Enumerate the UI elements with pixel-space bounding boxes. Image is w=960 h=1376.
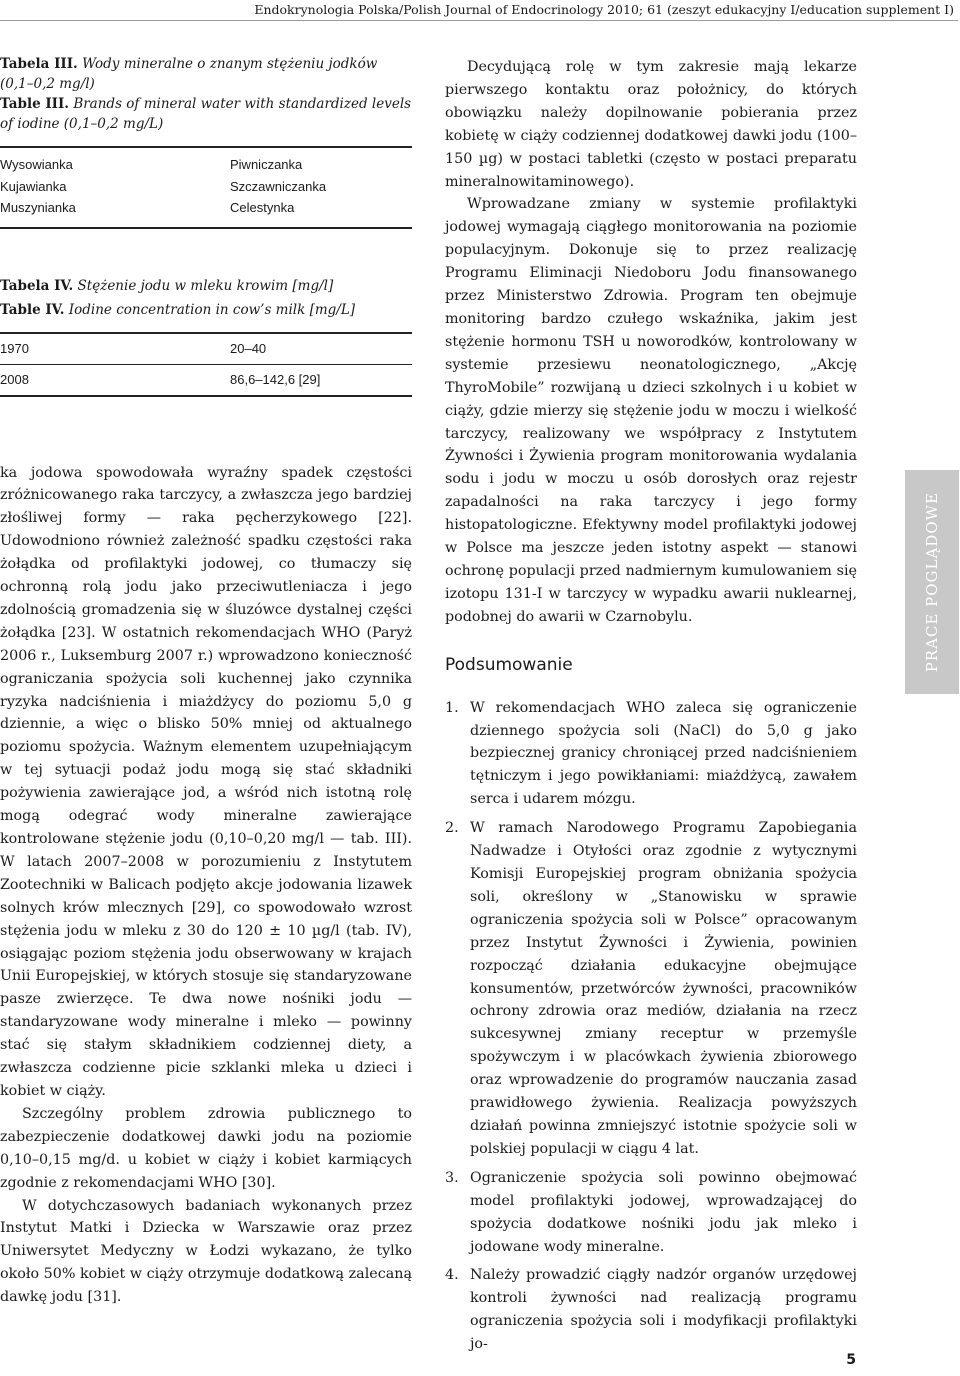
table4-label-en: Table IV. xyxy=(0,301,65,318)
list-item xyxy=(445,1167,857,1259)
table4-milk-iodine xyxy=(0,332,412,397)
journal-citation: Endokrynologia Polska/Polish Journal of Endocrinology 2010; 61 (zeszyt edukacyjny I/education supplement I) xyxy=(254,2,954,17)
list-number: 1. xyxy=(445,699,459,716)
table3-label-en: Table III. xyxy=(0,96,70,112)
list-number: 4. xyxy=(445,1267,459,1284)
table-cell: Piwniczanka xyxy=(230,157,303,172)
table-cell: Celestynka xyxy=(230,200,295,215)
table3-title-pl: Wody mineralne o znanym stężeniu jodków (0,1–0,2 mg/l) xyxy=(0,56,378,92)
table4-title-pl: Stężenie jodu w mleku krowim [mg/l] xyxy=(77,277,334,294)
page-number: 5 xyxy=(846,1352,856,1368)
table-row xyxy=(0,176,412,198)
table-row xyxy=(0,334,412,364)
table4-label-pl: Tabela IV. xyxy=(0,277,74,294)
table-cell: 86,6–142,6 [29] xyxy=(230,371,321,387)
right-column xyxy=(445,56,857,1362)
body-paragraph: Wprowadzane zmiany w systemie profilaktyki jodowej wymagają ciągłego monitorowania na poziomie populacyjnym. Dokonuje się to przez realizację Programu Eliminacji Niedoboru Jodu finansowanego przez Ministerstwo Zdrowia. Program ten obejmuje monitoring bardzo czułego wskaźnika, jakim jest stężenie hormonu TSH u noworodków, kontrolowany w systemie przesiewu neonatologicznego, „Akcję ThyroMobile” rozwijaną u dzieci szkolnych i u kobiet w ciąży, gdzie mierzy się stężenie jodu w moczu i wielkość tarczycy, realizowany we współpracy z Instytutem Żywności i Żywienia program monitorowania wydalania sodu i jodu w moczu u osób dorosłych oraz rejestr zapadalności na raka tarczycy i jego formy histopatologiczne. Efektywny model profilaktyki jodowej w Polsce ma jeszcze jeden istotny aspekt — stanowi ochronę populacji przed nadmiernym kumulowaniem się izotopu 131-I w tarczycy w wypadku awarii nuklearnej, podobnej do awarii w Czarnobylu. xyxy=(445,196,857,625)
table-cell: Muszynianka xyxy=(0,200,76,215)
table-row xyxy=(0,197,412,219)
section-side-tab xyxy=(905,470,959,694)
table-row xyxy=(0,364,412,395)
side-tab-label: PRACE POGLĄDOWE xyxy=(923,491,941,673)
summary-list xyxy=(445,697,857,1356)
table-cell: Wysowianka xyxy=(0,157,73,172)
running-header xyxy=(0,0,958,21)
section-heading: Podsumowanie xyxy=(445,654,573,675)
table4-caption-en xyxy=(0,300,412,320)
table-cell: 20–40 xyxy=(230,340,267,356)
left-column xyxy=(0,54,412,1309)
table-cell: 2008 xyxy=(0,371,29,387)
body-paragraph: Szczególny problem zdrowia publicznego to zabezpieczenie dodatkowej dawki jodu na poziomie 0,10–0,15 mg/d. u kobiet w ciąży i kobiet karmiących zgodnie z rekomendacjami WHO [30]. xyxy=(0,1105,412,1191)
list-item xyxy=(445,817,857,1161)
table3-title-en: Brands of mineral water with standardized levels of iodine (0,1–0,2 mg/L) xyxy=(0,96,412,132)
body-paragraph: ka jodowa spowodowała wyraźny spadek częstości zróżnicowanego raka tarczycy, a zwłaszcza jego bardziej złośliwej formy — raka pęcherzykowego [22]. Udowodniono również zależność spadku częstości raka żołądka od profilaktyki jodowej, co tłumaczy się ochronną rolą jodu jako przeciwutleniacza i jego zdolnością gromadzenia się w śluzówce dystalnej części żołądka [23]. W ostatnich rekomendacjach WHO (Paryż 2006 r., Luksemburg 2007 r.) wprowadzono konieczność ograniczania spożycia soli kuchennej jako czynnika ryzyka nadciśnienia i miażdżycy do poziomu 5,0 g dziennie, a więc o blisko 50% mniej od aktualnego poziomu spożycia. Ważnym elementem uzupełniającym w tej sytuacji podaż jodu mogą się stać składniki pożywienia zawierające jod, a wśród nich istotną rolę mogą odegrać wody mineralne zawierające kontrolowane stężenie jodu (0,10–0,20 mg/l — tab. III). W latach 2007–2008 w porozumieniu z Instytutem Zootechniki w Balicach podjęto akcje jodowania lizawek solnych krów mlecznych [29], co spowodowało wzrost stężenia jodu w mleku z 30 do 120 ± 10 µg/l (tab. IV), osiągając poziom stężenia jodu obserwowany w krajach Unii Europejskiej, w których stosuje się standaryzowane pasze zwierzęce. Te dwa nowe nośniki jodu — standaryzowane wody mineralne i mleko — powinny stać się stałym składnikiem codziennej diety, a zwłaszcza codzienne picie szklanki mleka u dzieci i kobiet w ciąży. xyxy=(0,464,412,1099)
list-text: W rekomendacjach WHO zaleca się ograniczenie dziennego spożycia soli (NaCl) do 5,0 g jako bezpiecznej granicy chroniącej przed nadciśnieniem tętniczym i jego powikłaniami: miażdżycą, zawałem serca i udarem mózgu. xyxy=(470,699,857,808)
table-cell: Kujawianka xyxy=(0,178,67,194)
table3-mineral-waters xyxy=(0,146,412,229)
table3-label-pl: Tabela III. xyxy=(0,56,78,72)
table3-caption-en xyxy=(0,94,412,134)
table4-caption-pl xyxy=(0,276,412,296)
table-cell: 1970 xyxy=(0,340,29,356)
list-text: Należy prowadzić ciągły nadzór organów urzędowej kontroli żywności nad realizacją programu ograniczenia spożycia soli i modyfikacji profilaktyki jo- xyxy=(470,1267,857,1353)
table4-title-en: Iodine concentration in cow’s milk [mg/L] xyxy=(68,301,356,318)
table3-caption-pl xyxy=(0,54,412,94)
list-number: 2. xyxy=(445,820,459,837)
body-paragraph: Decydującą rolę w tym zakresie mają lekarze pierwszego kontaktu oraz położnicy, do których obowiązku należy dopilnowanie pobierania przez kobietę w ciąży codziennej dodatkowej dawki jodu (100–150 µg) w postaci tabletki (często w postaci preparatu mineralnowitaminowego). xyxy=(445,59,857,190)
list-number: 3. xyxy=(445,1169,459,1186)
list-text: Ograniczenie spożycia soli powinno obejmować model profilaktyki jodowej, wprowadzającej do spożycia dodatkowe nośniki jodu jak mleko i jodowane wody mineralne. xyxy=(470,1169,857,1255)
list-item xyxy=(445,697,857,812)
table-cell: Szczawniczanka xyxy=(230,178,327,194)
table-row xyxy=(0,154,412,176)
list-text: W ramach Narodowego Programu Zapobiegania Nadwadze i Otyłości oraz zgodnie z wytycznymi Komisji Europejskiej program obniżania spożycia soli, określony w „Stanowisku w sprawie ograniczenia spożycia soli w Polsce” opracowanym przez Instytut Żywności i Żywienia, powinien rozpocząć działania edukacyjne obejmujące konsumentów, przetwórców żywności, pracowników ochrony zdrowia oraz mediów, działania na rzecz sukcesywnej zmiany receptur w przemyśle spożywczym i w placówkach żywienia zbiorowego oraz wprowadzenie do programów nauczania zasad prawidłowego żywienia. Realizacja powyższych działań powinna zmniejszyć istotnie spożycie soli w polskiej populacji w ciągu 4 lat. xyxy=(470,820,857,1157)
list-item xyxy=(445,1264,857,1356)
body-paragraph: W dotychczasowych badaniach wykonanych przez Instytut Matki i Dziecka w Warszawie oraz przez Uniwersytet Medyczny w Łodzi wykazano, że tylko około 50% kobiet w ciąży otrzymuje dodatkową zalecaną dawkę jodu [31]. xyxy=(0,1197,412,1306)
